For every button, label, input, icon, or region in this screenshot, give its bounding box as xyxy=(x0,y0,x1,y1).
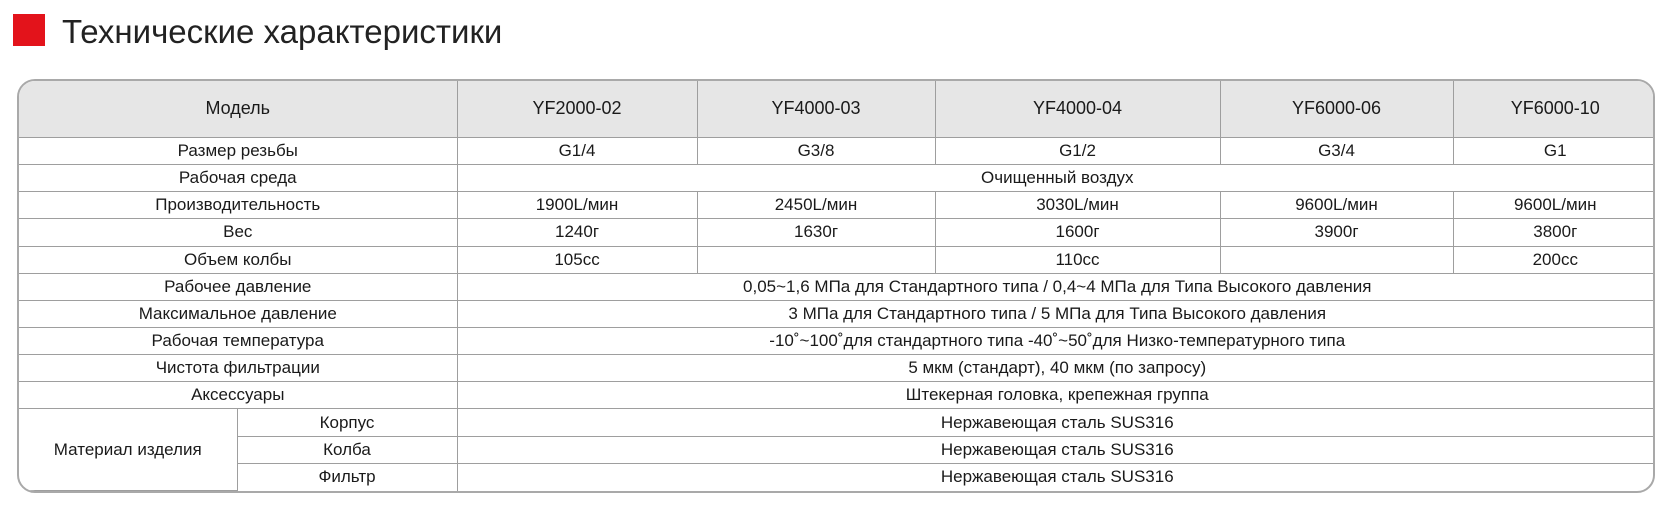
table-cell xyxy=(697,246,935,273)
row-label-material: Материал изделия xyxy=(19,409,237,491)
row-label-weight: Вес xyxy=(19,219,457,246)
table-cell: 9600L/мин xyxy=(1220,192,1453,219)
table-cell: Нержавеющая сталь SUS316 xyxy=(457,436,1655,463)
table-row xyxy=(19,219,1655,246)
sub-label-filter: Фильтр xyxy=(237,463,457,490)
table-row xyxy=(19,246,1655,273)
sub-label-body: Корпус xyxy=(237,409,457,436)
sub-label-bowl: Колба xyxy=(237,436,457,463)
header-model-2: YF4000-03 xyxy=(697,81,935,137)
table-cell: 3 МПа для Стандартного типа / 5 МПа для Типа Высокого давления xyxy=(457,300,1655,327)
table-cell: Штекерная головка, крепежная группа xyxy=(457,382,1655,409)
row-label-filtration: Чистота фильтрации xyxy=(19,355,457,382)
section-title: Технические характеристики xyxy=(62,13,503,50)
table-cell: 3900г xyxy=(1220,219,1453,246)
table-cell: Нержавеющая сталь SUS316 xyxy=(457,409,1655,436)
table-row xyxy=(19,328,1655,355)
header-model-1: YF2000-02 xyxy=(457,81,697,137)
table-cell: 5 мкм (стандарт), 40 мкм (по запросу) xyxy=(457,355,1655,382)
table-cell: 9600L/мин xyxy=(1453,192,1655,219)
table-row xyxy=(19,355,1655,382)
table-row xyxy=(19,382,1655,409)
spec-table xyxy=(19,81,1655,491)
header-model-3: YF4000-04 xyxy=(935,81,1220,137)
table-cell: Нержавеющая сталь SUS316 xyxy=(457,463,1655,490)
table-cell: G3/4 xyxy=(1220,137,1453,164)
row-label-thread: Размер резьбы xyxy=(19,137,457,164)
table-cell: 2450L/мин xyxy=(697,192,935,219)
row-label-max-pressure: Максимальное давление xyxy=(19,300,457,327)
table-cell: 110cc xyxy=(935,246,1220,273)
table-cell: G3/8 xyxy=(697,137,935,164)
header-model-4: YF6000-06 xyxy=(1220,81,1453,137)
title-red-square xyxy=(13,14,45,46)
table-cell: G1 xyxy=(1453,137,1655,164)
table-cell: 0,05~1,6 МПа для Стандартного типа / 0,4~4 МПа для Типа Высокого давления xyxy=(457,273,1655,300)
spec-table-frame xyxy=(17,79,1655,493)
table-cell: G1/2 xyxy=(935,137,1220,164)
table-cell: 200cc xyxy=(1453,246,1655,273)
table-cell: Очищенный воздух xyxy=(457,165,1655,192)
table-cell: -10˚~100˚для стандартного типа -40˚~50˚для Низко-температурного типа xyxy=(457,328,1655,355)
row-label-temperature: Рабочая температура xyxy=(19,328,457,355)
table-cell: G1/4 xyxy=(457,137,697,164)
header-row xyxy=(19,81,1655,137)
row-label-accessories: Аксессуары xyxy=(19,382,457,409)
table-row xyxy=(19,192,1655,219)
header-model-label: Модель xyxy=(19,81,457,137)
row-label-bowl: Объем колбы xyxy=(19,246,457,273)
table-row xyxy=(19,409,1655,436)
table-row xyxy=(19,137,1655,164)
table-cell: 105cc xyxy=(457,246,697,273)
row-label-capacity: Производительность xyxy=(19,192,457,219)
table-row xyxy=(19,436,1655,463)
table-cell: 3030L/мин xyxy=(935,192,1220,219)
table-cell: 1600г xyxy=(935,219,1220,246)
row-label-medium: Рабочая среда xyxy=(19,165,457,192)
header-model-5: YF6000-10 xyxy=(1453,81,1655,137)
table-row xyxy=(19,300,1655,327)
table-row xyxy=(19,463,1655,490)
row-label-working-pressure: Рабочее давление xyxy=(19,273,457,300)
table-cell: 1240г xyxy=(457,219,697,246)
table-cell: 3800г xyxy=(1453,219,1655,246)
table-cell: 1900L/мин xyxy=(457,192,697,219)
table-cell xyxy=(1220,246,1453,273)
table-row xyxy=(19,165,1655,192)
table-row xyxy=(19,273,1655,300)
table-cell: 1630г xyxy=(697,219,935,246)
